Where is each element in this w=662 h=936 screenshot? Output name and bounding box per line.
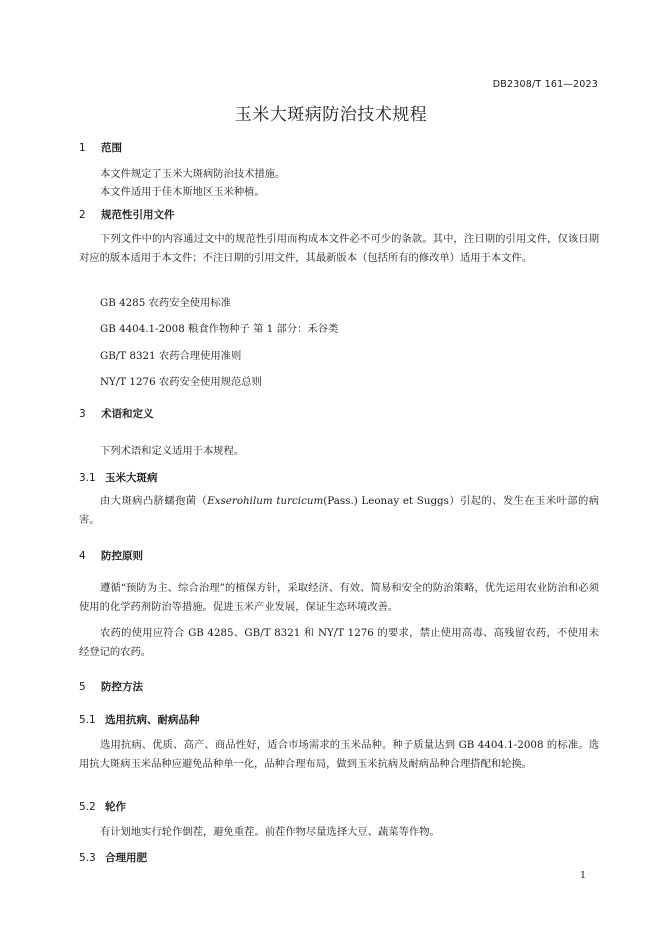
section-4-heading [79, 548, 143, 563]
section-title: 合理用肥 [105, 852, 147, 864]
section-number: 3 [79, 408, 86, 420]
section-title: 轮作 [105, 801, 126, 813]
section-number: 3.1 [79, 472, 96, 484]
scope-line-1: 本文件规定了玉米大斑病防治技术措施。 [100, 168, 286, 180]
section-number: 4 [79, 550, 86, 562]
section-title: 术语和定义 [101, 408, 154, 420]
section-5-1-heading [79, 712, 200, 727]
section-number: 1 [79, 142, 86, 154]
page-title: 玉米大斑病防治技术规程 [234, 105, 428, 125]
principle-paragraph-1: 遵循“预防为主、综合治理”的植保方针，采取经济、有效、简易和安全的防治策略，优先运用农业防治和必须使用的化学药剂防治等措施。促进玉米产业发展，保证生态环境改善。 [79, 582, 599, 613]
reference-item: GB/T 8321 农药合理使用准则 [100, 350, 242, 362]
section-2-heading [79, 207, 175, 222]
terms-paragraph: 下列术语和定义适用于本规程。 [100, 445, 245, 457]
section-title: 选用抗病、耐病品种 [105, 714, 200, 726]
section-1-heading [79, 140, 122, 155]
document-code: DB2308/T 161—2023 [492, 79, 598, 90]
section-title: 范围 [101, 142, 122, 154]
latin-name: Exserohilum turcicum [207, 495, 324, 507]
section-number: 5.1 [79, 714, 96, 726]
section-number: 5.3 [79, 852, 96, 864]
section-title: 规范性引用文件 [101, 209, 175, 221]
section-title: 防控原则 [101, 550, 143, 562]
reference-item: GB 4404.1-2008 粮食作物种子 第 1 部分：禾谷类 [100, 323, 339, 335]
section-number: 5 [79, 681, 86, 693]
section-number: 5.2 [79, 801, 96, 813]
section-number: 2 [79, 209, 86, 221]
variety-paragraph: 选用抗病、优质、高产、商品性好，适合市场需求的玉米品种。种子质量达到 GB 4404.1-2008 的标准。选用抗大斑病玉米品种应避免品种单一化，品种合理布局，做到玉米抗病及耐病品种合理搭配和轮换。 [79, 739, 599, 770]
reference-item: NY/T 1276 农药安全使用规范总则 [100, 376, 262, 388]
section-5-2-heading [79, 799, 126, 814]
definition-paragraph: 由大斑病凸脐蠕孢菌（Exserohilum turcicum(Pass.) Leonay et Suggs）引起的、发生在玉米叶部的病害。 [79, 495, 599, 526]
page-number: 1 [579, 870, 586, 881]
scope-line-2: 本文件适用于佳木斯地区玉米种植。 [100, 186, 265, 198]
section-title: 玉米大斑病 [105, 472, 158, 484]
rotation-paragraph: 有计划地实行轮作倒茬，避免重茬。前茬作物尽量选择大豆、蔬菜等作物。 [100, 826, 440, 838]
section-5-3-heading [79, 850, 147, 865]
section-3-1-heading [79, 470, 158, 485]
section-title: 防控方法 [101, 681, 143, 693]
reference-item: GB 4285 农药安全使用标准 [100, 297, 231, 309]
references-paragraph: 下列文件中的内容通过文中的规范性引用而构成本文件必不可少的条款。其中，注日期的引用文件，仅该日期对应的版本适用于本文件；不注日期的引用文件，其最新版本（包括所有的修改单）适用于本文件。 [79, 233, 599, 264]
principle-paragraph-2: 农药的使用应符合 GB 4285、GB/T 8321 和 NY/T 1276 的要求，禁止使用高毒、高残留农药，不使用未经登记的农药。 [79, 627, 599, 658]
section-3-heading [79, 406, 154, 421]
section-5-heading [79, 679, 143, 694]
